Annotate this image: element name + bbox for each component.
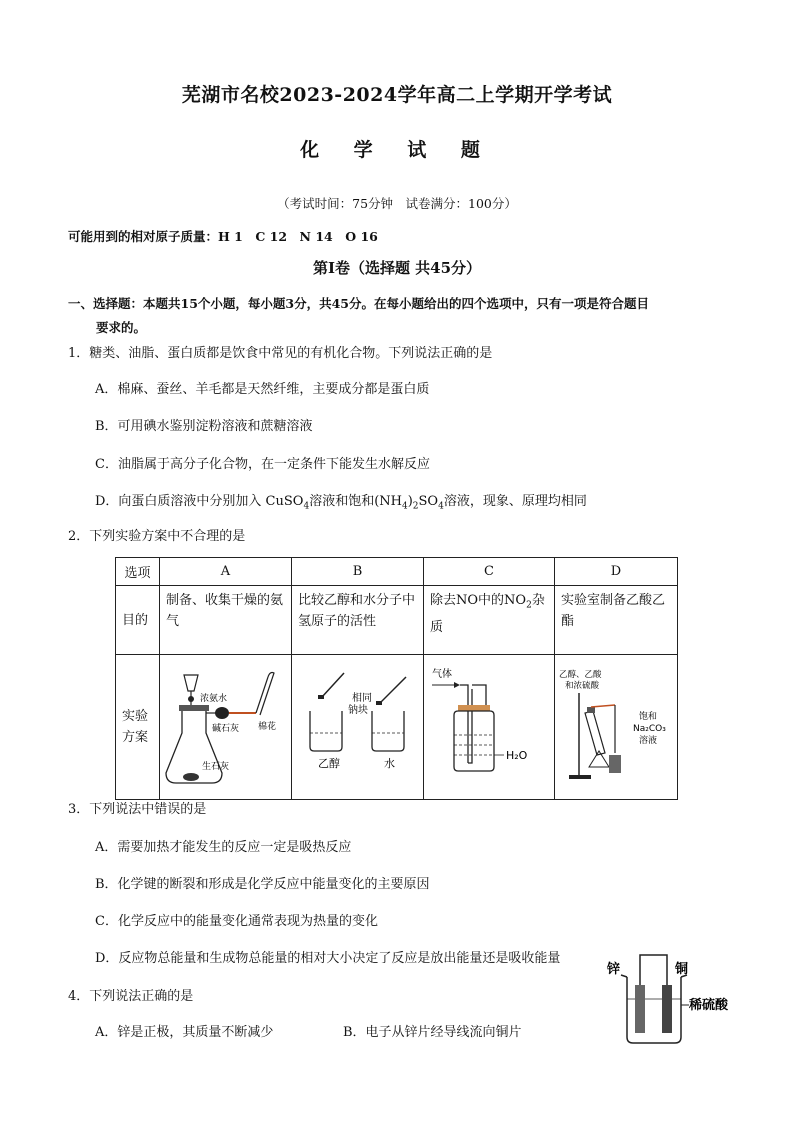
header-c: C	[424, 558, 555, 586]
label-water: 水	[384, 757, 395, 770]
label-cotton: 棉花	[258, 722, 277, 732]
instructions-line2: 要求的。	[96, 320, 147, 335]
q2-stem: 2．下列实验方案中不合理的是	[68, 529, 246, 544]
scheme-a	[160, 655, 292, 800]
q1-d-text-2: 溶液和饱和(NH	[309, 494, 402, 509]
exam-subtitle: 化 学 试 题	[300, 139, 494, 161]
q3-option-c: C．化学反应中的能量变化通常表现为热量的变化	[95, 914, 378, 929]
header-a: A	[160, 558, 292, 586]
table-purpose-row	[116, 586, 678, 655]
ammonia-apparatus-diagram	[160, 655, 291, 795]
q1-d-sub-2: 4	[401, 501, 408, 512]
purpose-c	[424, 586, 555, 655]
purpose-a: 制备、收集干燥的氨气	[160, 586, 292, 655]
ester-prep-diagram	[555, 655, 677, 795]
label-gas: 气体	[432, 669, 452, 680]
q1-d-sub-3: 2	[412, 501, 419, 512]
q3-stem: 3．下列说法中错误的是	[68, 802, 207, 817]
scheme-label: 实验方案	[116, 655, 160, 800]
q4-stem: 4．下列说法正确的是	[68, 989, 194, 1004]
scheme-b	[292, 655, 424, 800]
label-zinc: 锌	[607, 962, 621, 977]
q1-option-d	[95, 490, 587, 512]
label-quicklime: 生石灰	[202, 762, 230, 772]
section-title: 第Ⅰ卷（选择题 共45分）	[312, 259, 482, 277]
instructions-line1: 一、选择题：本题共15个小题，每小题3分，共45分。在每小题给出的四个选项中，只有一项是符合题目	[68, 296, 649, 311]
q3-option-b: B．化学键的断裂和形成是化学反应中能量变化的主要原因	[95, 877, 430, 892]
purpose-d: 实验室制备乙酸乙酯	[555, 586, 678, 655]
q1-stem: 1．糖类、油脂、蛋白质都是饮食中常见的有机化合物。下列说法正确的是	[68, 346, 493, 361]
scheme-c	[424, 655, 555, 800]
scheme-d	[555, 655, 678, 800]
purpose-c-text-2: 杂质	[430, 593, 545, 635]
experiment-table	[115, 557, 678, 800]
label-dilute-sulfuric: 稀硫酸	[689, 998, 729, 1013]
label-sodium-block: 钠块	[348, 705, 368, 716]
q3-option-a: A．需要加热才能发生的反应一定是吸热反应	[95, 840, 352, 855]
exam-info: （考试时间：75分钟 试卷满分：100分）	[277, 196, 517, 211]
label-conc-sulfuric: 和浓硫酸	[565, 681, 600, 691]
purpose-c-text: 除去NO中的NO	[430, 593, 527, 608]
section-instructions	[68, 292, 732, 340]
q1-d-text-3: )	[407, 494, 413, 509]
galvanic-cell-diagram	[605, 945, 740, 1050]
purpose-b: 比较乙醇和水分子中氢原子的活性	[292, 586, 424, 655]
label-ethanol: 乙醇	[318, 757, 340, 770]
q3-option-d: D．反应物总能量和生成物总能量的相对大小决定了反应是放出能量还是吸收能量	[95, 951, 561, 966]
q1-option-c: C．油脂属于高分子化合物，在一定条件下能发生水解反应	[95, 457, 430, 472]
q4-option-b: B．电子从锌片经导线流向铜片	[343, 1025, 522, 1040]
label-solution: 溶液	[639, 736, 658, 746]
header-b: B	[292, 558, 424, 586]
label-soda-lime: 碱石灰	[212, 724, 240, 734]
label-same: 相同	[352, 693, 372, 704]
sodium-beakers-diagram	[292, 655, 423, 795]
q1-d-text-5: 溶液，现象、原理均相同	[443, 494, 587, 509]
q1-d-text-4: SO	[418, 494, 439, 509]
exam-title: 芜湖市名校2023-2024学年高二上学期开学考试	[181, 84, 613, 106]
gas-wash-bottle-diagram	[424, 655, 554, 795]
header-d: D	[555, 558, 678, 586]
table-header-row	[116, 558, 678, 586]
atomic-masses: 可能用到的相对原子质量：H 1 C 12 N 14 O 16	[68, 229, 378, 244]
q1-d-sub-4: 4	[438, 501, 444, 512]
q1-option-b: B．可用碘水鉴别淀粉溶液和蔗糖溶液	[95, 419, 313, 434]
q4-option-a: A．锌是正极，其质量不断减少	[95, 1025, 274, 1040]
label-water-formula: H₂O	[506, 749, 528, 762]
label-ethanol-acetic: 乙醇、乙酸	[559, 670, 602, 680]
purpose-label: 目的	[116, 586, 160, 655]
label-copper: 铜	[675, 962, 689, 977]
header-option: 选项	[116, 558, 160, 586]
label-saturated: 饱和	[639, 712, 658, 722]
q1-d-sub-1: 4	[303, 501, 310, 512]
table-scheme-row	[116, 655, 678, 800]
q1-d-text-1: D．向蛋白质溶液中分别加入 CuSO	[95, 494, 304, 509]
label-sodium-carbonate: Na₂CO₃	[633, 724, 666, 734]
purpose-c-sub: 2	[526, 600, 532, 611]
label-conc-ammonia: 浓氨水	[200, 694, 228, 704]
q1-option-a: A．棉麻、蚕丝、羊毛都是天然纤维，主要成分都是蛋白质	[95, 382, 430, 397]
